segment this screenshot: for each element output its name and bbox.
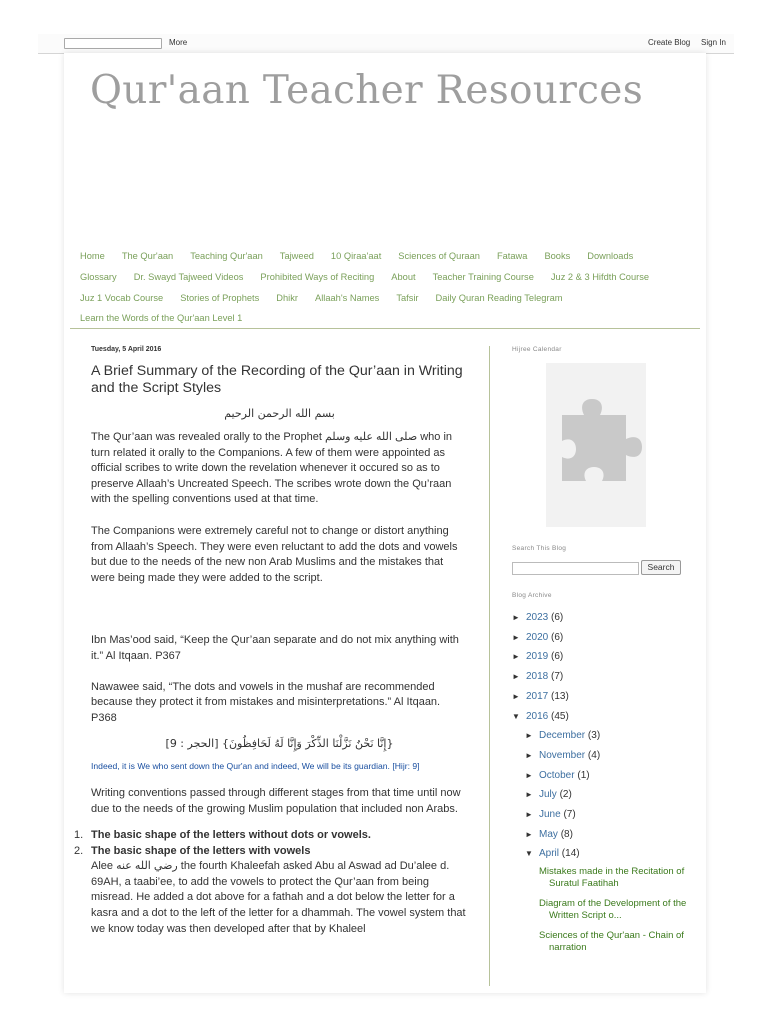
page-tab[interactable]: Sciences of Quraan [398, 251, 480, 261]
post-count: (8) [560, 828, 573, 840]
page-tab[interactable]: Learn the Words of the Qur'aan Level 1 [80, 313, 243, 324]
list-item: 1. The basic shape of the letters without dots or vowels. [74, 829, 371, 842]
post-paragraph: The Qur’aan was revealed orally to the Prophet صلى الله عليه وسلم who in turn related it orally to the Companions. A few of them were appointed as official scribes to write down the revelation whenever it occured so as to preserve Allaah’s Uncreated Speech. The scribes wrote down the Qu’raan with the spelling conventions used at that time. [91, 431, 453, 506]
archive-year[interactable] [512, 667, 692, 687]
plugin-placeholder [546, 363, 646, 527]
archive-month-link[interactable]: October [539, 769, 575, 781]
hijree-heading: Hijree Calendar [512, 346, 562, 353]
page-tab[interactable]: Downloads [587, 251, 634, 261]
search-button[interactable]: Search [641, 560, 681, 575]
page-tab[interactable]: 10 Qiraa'aat [330, 251, 382, 261]
archive-month[interactable] [525, 726, 692, 746]
toggle-arrow-icon[interactable]: ► [512, 691, 520, 701]
toggle-arrow-icon[interactable]: ► [525, 770, 533, 780]
tabs-divider [70, 328, 700, 329]
toggle-arrow-icon[interactable]: ▼ [512, 711, 520, 721]
archive-year-link[interactable]: 2016 [526, 710, 549, 722]
page-tab[interactable]: Juz 2 & 3 Hifdth Course [550, 271, 650, 282]
archive-month-link[interactable]: May [539, 828, 558, 840]
page-tab[interactable]: Juz 1 Vocab Course [80, 292, 164, 303]
post-count: (6) [551, 612, 564, 623]
post-count: (4) [587, 749, 601, 761]
archive-month-link[interactable]: June [539, 809, 561, 821]
sign-in-link[interactable]: Sign In [701, 38, 726, 47]
post-paragraph: The Companions were extremely careful not to change or distort anything from Allaah’s Speech. They were even reluctant to add the dots and vowels but due to the needs of the new non Arab Muslims and the mistakes that were being made they were added to the script. [91, 524, 458, 584]
archive-year[interactable] [512, 687, 692, 707]
page-tab[interactable]: Prohibited Ways of Reciting [260, 271, 375, 282]
toggle-arrow-icon[interactable]: ► [525, 810, 533, 820]
archive-year-link[interactable]: 2018 [526, 671, 549, 683]
toggle-arrow-icon[interactable]: ► [525, 829, 533, 839]
blog-title[interactable]: Qur'aan Teacher Resources [90, 68, 644, 113]
archive-month[interactable] [525, 805, 692, 825]
archive-heading: Blog Archive [512, 592, 552, 599]
archive-month[interactable] [525, 746, 692, 766]
page-tab[interactable]: Tajweed [279, 251, 314, 261]
toggle-arrow-icon[interactable]: ► [512, 632, 520, 642]
post-paragraph: Nawawee said, “The dots and vowels in the mushaf are recommended because they protect it from mistakes and misinterpretations.” Al Itqaan. P368 [91, 680, 441, 724]
archive-year-link[interactable]: 2020 [526, 631, 549, 643]
verse-translation: Indeed, it is We who sent down the Qur'an and indeed, We will be its guardian. [Hijr: 9] [91, 760, 420, 771]
archive-month-link[interactable]: November [539, 749, 586, 761]
post-date: Tuesday, 5 April 2016 [91, 346, 162, 353]
toggle-arrow-icon[interactable]: ► [525, 750, 533, 760]
page-tab[interactable]: About [391, 271, 416, 282]
post-paragraph: Ibn Mas’ood said, “Keep the Qur’aan separate and do not mix anything with it.” Al Itqaan. P367 [91, 634, 459, 662]
list-item: 2. The basic shape of the letters with vowels [74, 844, 311, 857]
create-blog-link[interactable]: Create Blog [648, 38, 691, 47]
post-paragraph: Writing conventions passed through different stages from that time until now due to the needs of the growing Muslim population that included non Arabs. [91, 786, 461, 815]
archive-post-link[interactable]: Sciences of the Qur'aan - Chain of narration [539, 930, 684, 953]
page-tab[interactable]: Glossary [80, 271, 117, 282]
navbar-search-input[interactable] [64, 38, 162, 49]
page-tab[interactable]: The Qur'aan [121, 251, 174, 261]
page-tab[interactable]: Tafsir [396, 292, 419, 303]
page-tab[interactable]: Teacher Training Course [432, 271, 534, 282]
post-count: (14) [561, 848, 580, 860]
toggle-arrow-icon[interactable]: ► [512, 652, 520, 662]
page-tab[interactable]: Teaching Qur'aan [190, 251, 263, 261]
column-divider [489, 346, 490, 986]
search-heading: Search This Blog [512, 545, 567, 552]
search-input[interactable] [512, 562, 639, 575]
post-count: (7) [563, 809, 576, 821]
archive-month-link[interactable]: April [539, 848, 560, 860]
toggle-arrow-icon[interactable]: ▼ [525, 849, 533, 859]
archive-month[interactable] [525, 825, 692, 845]
archive-month[interactable] [525, 785, 692, 805]
puzzle-icon [546, 363, 646, 527]
post-count: (6) [551, 651, 564, 663]
archive-year-link[interactable]: 2023 [526, 612, 549, 623]
archive-post-link[interactable]: Mistakes made in the Recitation of Suratul Faatihah [539, 866, 685, 889]
sidebar [512, 346, 692, 953]
page-tab[interactable]: Books [544, 251, 571, 261]
toggle-arrow-icon[interactable]: ► [525, 731, 533, 741]
toggle-arrow-icon[interactable]: ► [512, 672, 520, 682]
post-paragraph: Alee رضي الله عنه the fourth Khaleefah asked Abu al Aswad ad Du’alee d. 69AH, a taabi’ee, to add the vowels to protect the Qur’aan from being misread. He added a dot above for a fathah and a dot below the letter for a kasra and a dot to the left of the letter for a dhammah. The vowel system that we know today was then developed after that by Khaleel [91, 860, 466, 935]
main-column [74, 346, 468, 937]
archive-month[interactable] [525, 844, 692, 864]
archive-post-link[interactable]: Diagram of the Development of the Written Script o... [539, 898, 687, 921]
archive-month-link[interactable]: July [539, 789, 557, 801]
post-count: (2) [559, 789, 572, 801]
post-count: (7) [551, 671, 564, 683]
page-tabs [80, 246, 700, 329]
archive-month-link[interactable]: December [539, 730, 586, 742]
post-title[interactable]: A Brief Summary of the Recording of the Qur’aan in Writing and the Script Styles [91, 363, 463, 396]
stages-list [74, 828, 468, 859]
toggle-arrow-icon[interactable]: ► [512, 613, 520, 622]
page-tab[interactable]: Dr. Swayd Tajweed Videos [133, 271, 244, 282]
archive-year-link[interactable]: 2019 [526, 651, 549, 663]
post-count: (45) [551, 710, 569, 722]
archive-month[interactable] [525, 766, 692, 786]
post-count: (3) [587, 730, 601, 742]
quran-verse: {إِنَّا نَحْنُ نَزَّلْنَا الذِّكْرَ وَإِنَّا لَهُ لَحَافِظُونَ} [الحجر : 9] [165, 737, 394, 751]
page-tab[interactable]: Fatawa [496, 251, 528, 261]
post-count: (6) [551, 631, 564, 643]
archive-year[interactable] [512, 707, 692, 727]
page-tab[interactable]: Dhikr [276, 292, 298, 303]
bismillah: بسم الله الرحمن الرحيم [224, 407, 335, 420]
blogger-navbar [38, 34, 734, 54]
page-tab[interactable]: Stories of Prophets [180, 292, 260, 303]
page-tab[interactable]: Daily Quran Reading Telegram [435, 292, 563, 303]
post-count: (1) [577, 769, 590, 781]
page-tab[interactable]: Allaah's Names [315, 292, 380, 303]
archive-year[interactable] [512, 647, 692, 667]
post-count: (13) [551, 690, 569, 702]
navbar-more-link[interactable]: More [169, 38, 188, 47]
blog-archive [512, 608, 692, 962]
page-tab[interactable]: Home [80, 251, 105, 261]
archive-year-link[interactable]: 2017 [526, 690, 549, 702]
toggle-arrow-icon[interactable]: ► [525, 790, 533, 800]
archive-year[interactable] [512, 628, 692, 648]
archive-year[interactable] [512, 608, 692, 628]
